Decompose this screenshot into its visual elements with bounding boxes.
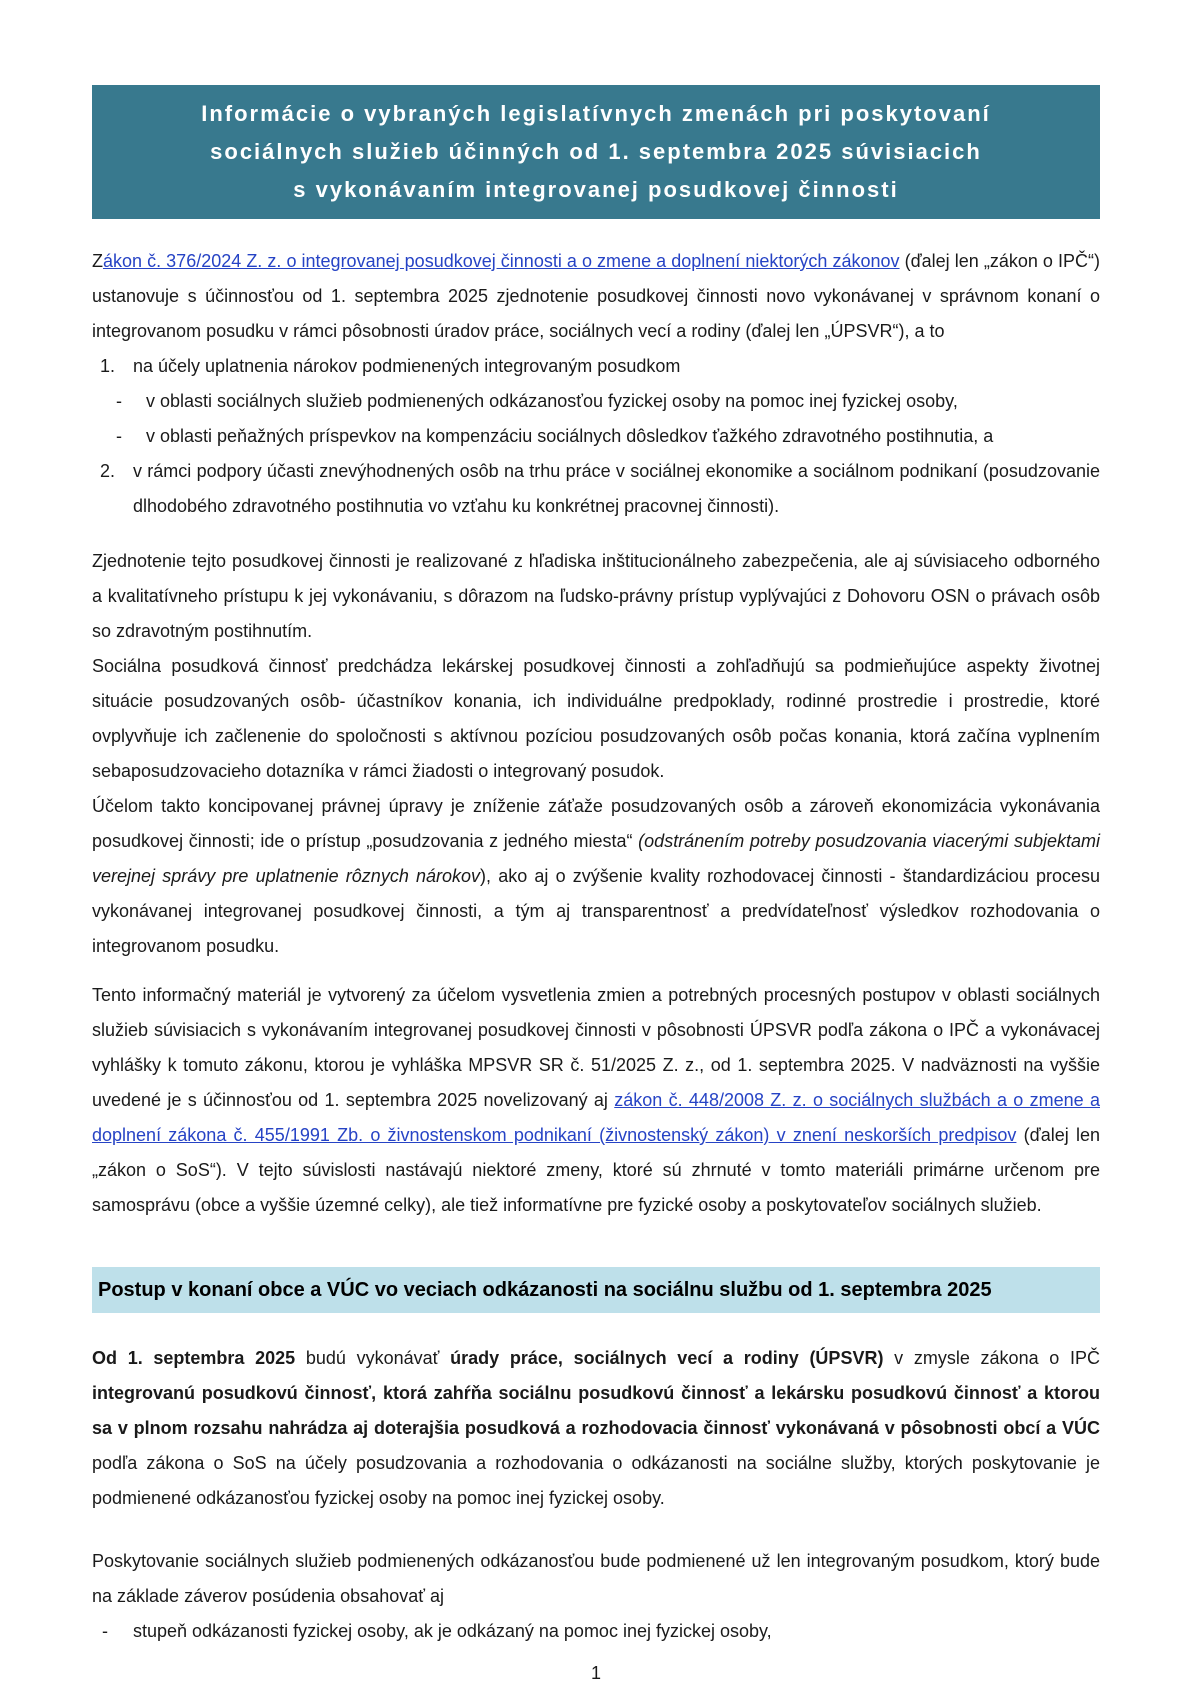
section-heading-procedure: Postup v konaní obce a VÚC vo veciach odkázanosti na sociálnu službu od 1. septembra 2025 (92, 1267, 1100, 1313)
list-item-1 (92, 349, 1100, 384)
from-sept-bold-date: Od 1. septembra 2025 (92, 1348, 296, 1368)
law-376-2024-link[interactable]: ákon č. 376/2024 Z. z. o integrovanej posudkovej činnosti a o zmene a doplnení niektorých zákonov (103, 251, 900, 271)
intro-paragraph (92, 244, 1100, 349)
law-448-2008-link[interactable]: zákon č. 448/2008 Z. z. o sociálnych službách a o zmene a doplnení zákona č. 455/1991 Zb. o živnostenskom podnikaní (živnostenský zákon) v znení neskorších predpisov (92, 1090, 1100, 1145)
list-subitem-1 (92, 384, 1100, 419)
paragraph-purpose (92, 789, 1100, 964)
purpose-text-1: Účelom takto koncipovanej právnej úpravy je zníženie záťaže posudzovaných osôb a zároveň ekonomizácia vykonávania posudkovej činnosti; ide o prístup „posudzovania z jedného miesta“ (92, 796, 1100, 851)
list-item-2-text: v rámci podpory účasti znevýhodnených osôb na trhu práce v sociálnej ekonomike a sociálnom podnikaní (posudzovanie dlhodobého zdravotného postihnutia vo vzťahu ku konkrétnej pracovnej činnosti). (133, 461, 1100, 516)
list-subitem-2 (92, 419, 1100, 454)
paragraph-unification: Zjednotenie tejto posudkovej činnosti je realizované z hľadiska inštitucionálneho zabezpečenia, ale aj súvisiaceho odborného a kvalitatívneho prístupu k jej vykonávaniu, s dôrazom na ľudsko-právny prístup vyplývajúci z Dohovoru OSN o právach osôb so zdravotným postihnutím. (92, 551, 1100, 641)
from-sept-regular-3: podľa zákona o SoS na účely posudzovania a rozhodovania o odkázanosti na sociálne služby, ktorých poskytovanie je podmienené odkázanosťou fyzickej osoby na pomoc inej fyzickej osoby. (92, 1453, 1100, 1508)
title-line-3: s vykonávaním integrovanej posudkovej činnosti (293, 177, 899, 202)
list2-item-1 (92, 1614, 1100, 1649)
purpose-text-2: ), ako aj o zvýšenie kvality rozhodovacej činnosti - štandardizáciou procesu vykonávanej integrovanej posudkovej činnosti, a tým aj transparentnosť a predvídateľnosť výsledkov rozhodovania o integrovanom posudku. (92, 866, 1100, 956)
paragraph-from-september (92, 1341, 1100, 1516)
intro-text-prefix: Z (92, 251, 103, 271)
from-sept-regular-2: v zmysle zákona o IPČ (883, 1348, 1101, 1368)
paragraph-social-assessment: Sociálna posudková činnosť predchádza lekárskej posudkovej činnosti a zohľadňujú sa podmieňujúce aspekty životnej situácie posudzovaných osôb- účastníkov konania, ich individuálne predpoklady, rodinné prostredie i prostredie, ktoré ovplyvňuje ich začlenenie do spoločnosti s aktívnou pozíciou posudzovaných osôb počas konania, ktorá začína vyplnením sebaposudzovacieho dotazníka v rámci žiadosti o integrovaný posudok. (92, 656, 1100, 781)
from-sept-bold-upsvr: úrady práce, sociálnych vecí a rodiny (ÚPSVR) (450, 1348, 884, 1368)
title-line-1: Informácie o vybraných legislatívnych zmenách pri poskytovaní (201, 101, 991, 126)
title-line-2: sociálnych služieb účinných od 1. septembra 2025 súvisiacich (210, 139, 982, 164)
material-text-2: (ďalej len „zákon o SoS“). V tejto súvislosti nastávajú niektoré zmeny, ktoré sú zhrnuté v tomto materiáli primárne určenom pre samosprávu (obce a vyššie územné celky), ale tiež informatívne pre fyzické osoby a poskytovateľov sociálnych služieb. (92, 1125, 1100, 1215)
from-sept-bold-activity: integrovanú posudkovú činnosť, ktorá zahŕňa sociálnu posudkovú činnosť a lekársku posudkovú činnosť a ktorou sa v plnom rozsahu nahrádza aj doterajšia posudková a rozhodovacia činnosť vykonávaná v pôsobnosti obcí a VÚC (92, 1383, 1100, 1438)
list-subitem-2-marker: - (116, 426, 122, 446)
page-number: 1 (590, 1663, 601, 1683)
list-item-1-marker: 1. (100, 356, 116, 376)
list-item-2-marker: 2. (100, 461, 116, 481)
paragraph-provision: Poskytovanie sociálnych služieb podmienených odkázanosťou bude podmienené už len integrovaným posudkom, ktorý bude na základe záverov posúdenia obsahovať aj (92, 1551, 1100, 1606)
list-subitem-1-text: v oblasti sociálnych služieb podmienených odkázanosťou fyzickej osoby na pomoc inej fyzickej osoby, (146, 391, 958, 411)
list2-item-1-text: stupeň odkázanosti fyzickej osoby, ak je odkázaný na pomoc inej fyzickej osoby, (133, 1621, 772, 1641)
list-subitem-2-text: v oblasti peňažných príspevkov na kompenzáciu sociálnych dôsledkov ťažkého zdravotného postihnutia, a (146, 426, 994, 446)
list-item-2 (92, 454, 1100, 524)
material-text-1: Tento informačný materiál je vytvorený za účelom vysvetlenia zmien a potrebných procesných postupov v oblasti sociálnych služieb súvisiacich s vykonávaním integrovanej posudkovej činnosti v pôsobnosti ÚPSVR podľa zákona o IPČ a vykonávacej vyhlášky k tomuto zákonu, ktorou je vyhláška MPSVR SR č. 51/2025 Z. z., od 1. septembra 2025. V nadväznosti na vyššie uvedené je s účinnosťou od 1. septembra 2025 novelizovaný aj (92, 985, 1100, 1110)
from-sept-regular-1: budú vykonávať (295, 1348, 451, 1368)
purpose-italic-note: (odstránením potreby posudzovania viacerými subjektami verejnej správy pre uplatnenie rôznych nárokov (92, 831, 1100, 886)
document-title-band (92, 85, 1100, 219)
paragraph-material (92, 978, 1100, 1223)
list-item-1-text: na účely uplatnenia nárokov podmienených integrovaným posudkom (133, 356, 681, 376)
list-subitem-1-marker: - (116, 391, 122, 411)
list2-item-1-marker: - (102, 1621, 108, 1641)
intro-text-rest: (ďalej len „zákon o IPČ“) ustanovuje s účinnosťou od 1. septembra 2025 zjednotenie posudkovej činnosti novo vykonávanej v správnom konaní o integrovanom posudku v rámci pôsobnosti úradov práce, sociálnych vecí a rodiny (ďalej len „ÚPSVR“), a to (92, 251, 1101, 341)
